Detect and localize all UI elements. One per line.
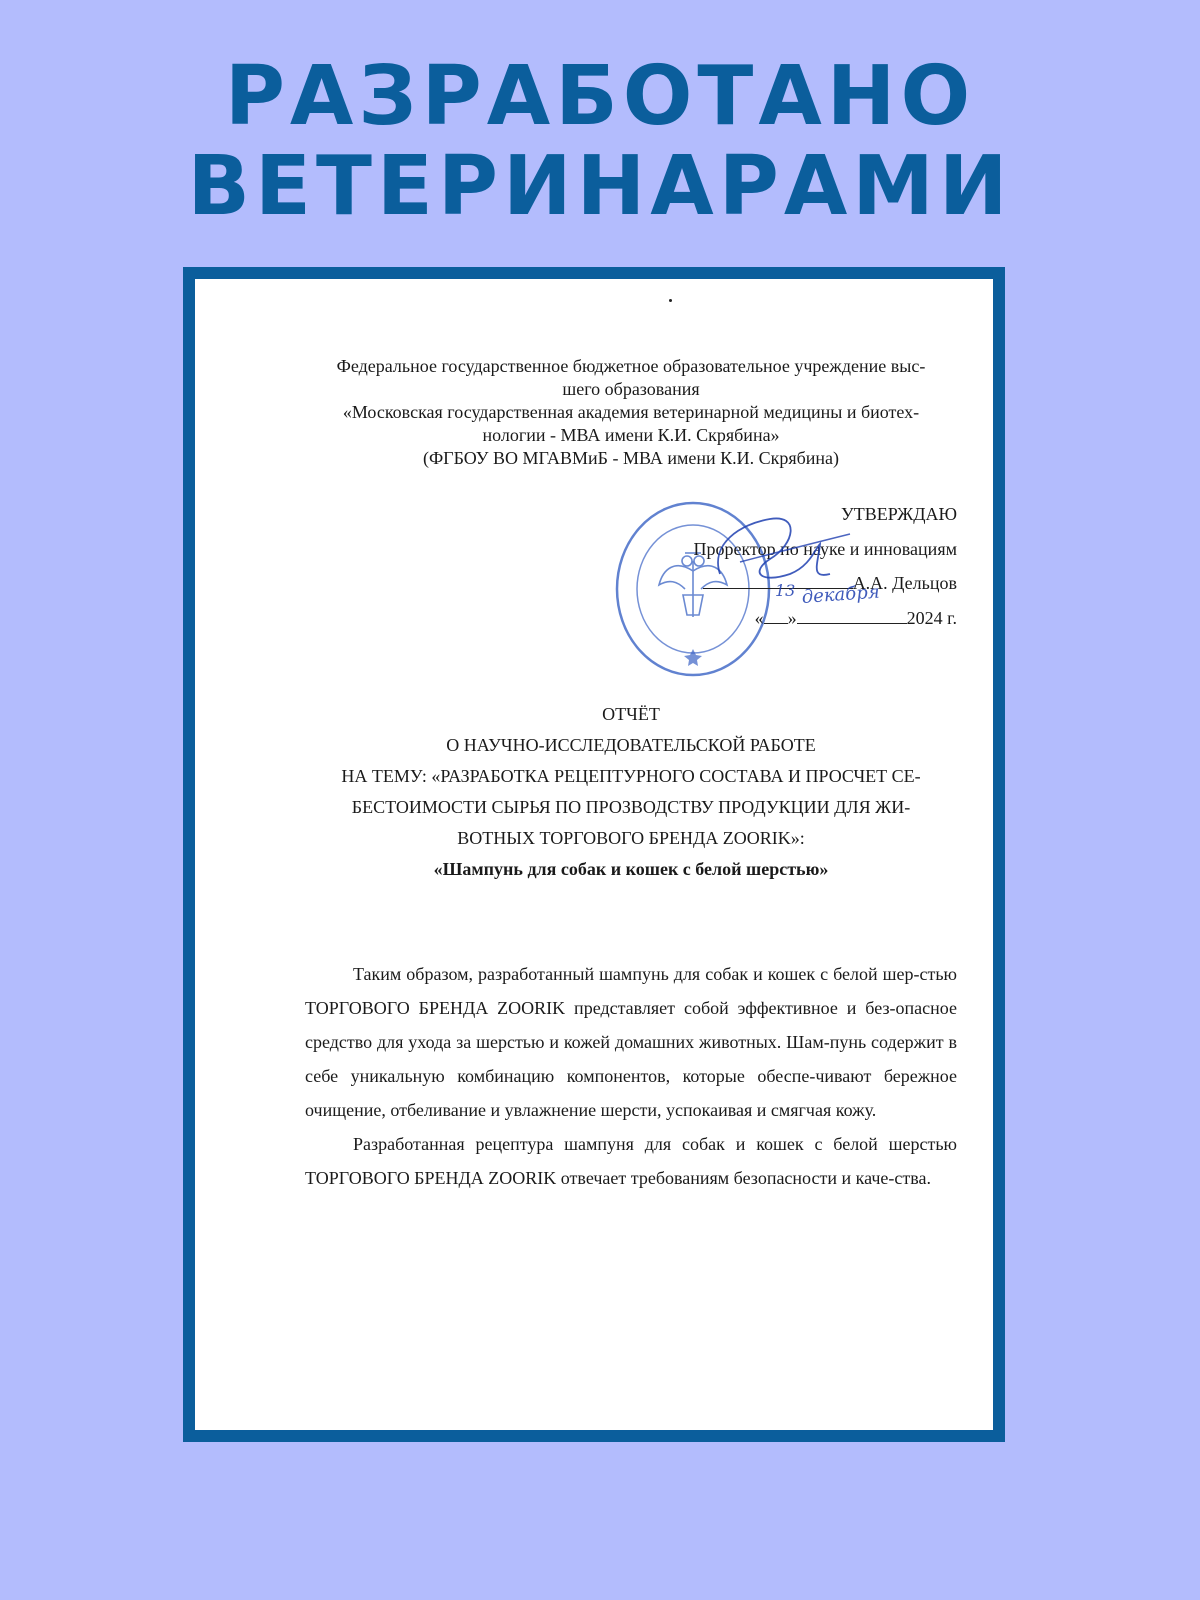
scan-dot <box>669 299 672 302</box>
star-icon <box>684 649 702 666</box>
title-line: НА ТЕМУ: «РАЗРАБОТКА РЕЦЕПТУРНОГО СОСТАВА И ПРОСЧЕТ СЕ- <box>341 766 921 786</box>
organization-header <box>305 355 957 470</box>
title-line: БЕСТОИМОСТИ СЫРЬЯ ПО ПРОЗВОДСТВУ ПРОДУКЦИИ ДЛЯ ЖИ- <box>351 797 911 817</box>
report-title <box>305 699 957 885</box>
handwritten-signature <box>700 504 900 614</box>
paragraph: Таким образом, разработанный шампунь для собак и кошек с белой шер-стью ТОРГОВОГО БРЕНДА ZOORIK представляет собой эффективное и без-опасное средство для ухода за шерстью и кожей домашних животных. Шам-пунь содержит в себе уникальную комбинацию компонентов, которые обеспе-чивают бережное очищение, отбеливание и увлажнение шерсти, успокаивая и смягчая кожу. <box>305 964 957 1120</box>
document-page <box>195 279 993 1430</box>
report-subject: «Шампунь для собак и кошек с белой шерстью» <box>433 859 829 879</box>
approver-position: Проректор по науке и инновациям <box>693 538 957 559</box>
document-frame <box>183 267 1005 1442</box>
org-line: шего образования <box>562 379 700 399</box>
approve-label: УТВЕРЖДАЮ <box>840 504 957 524</box>
org-line: (ФГБОУ ВО МГАВМиБ - МВА имени К.И. Скрябина) <box>422 448 840 468</box>
org-line: нологии - МВА имени К.И. Скрябина» <box>482 425 780 445</box>
org-line: «Московская государственная академия ветеринарной медицины и биотех- <box>342 402 920 422</box>
title-line: О НАУЧНО-ИССЛЕДОВАТЕЛЬСКОЙ РАБОТЕ <box>446 735 816 755</box>
headline-line-1: РАЗРАБОТАНО <box>224 49 976 144</box>
headline <box>0 49 1200 234</box>
date-year: 2024 г. <box>906 607 957 628</box>
title-line: ВОТНЫХ ТОРГОВОГО БРЕНДА ZOORIK»: <box>457 828 805 848</box>
paragraph: Разработанная рецептура шампуня для собак и кошек с белой шерстью ТОРГОВОГО БРЕНДА ZOORIK отвечает требованиям безопасности и каче-ства. <box>305 1134 957 1188</box>
conclusion-text <box>305 957 957 1195</box>
date-line: « » 2024 г. <box>575 601 957 636</box>
handwritten-month: декабря <box>801 581 881 608</box>
signer-name: А.А. Дельцов <box>852 573 957 593</box>
headline-line-2: ВЕТЕРИНАРАМИ <box>187 139 1013 234</box>
title-line: ОТЧЁТ <box>602 704 660 724</box>
handwritten-day: 13 <box>775 581 796 600</box>
org-line: Федеральное государственное бюджетное образовательное учреждение выс- <box>336 356 926 376</box>
